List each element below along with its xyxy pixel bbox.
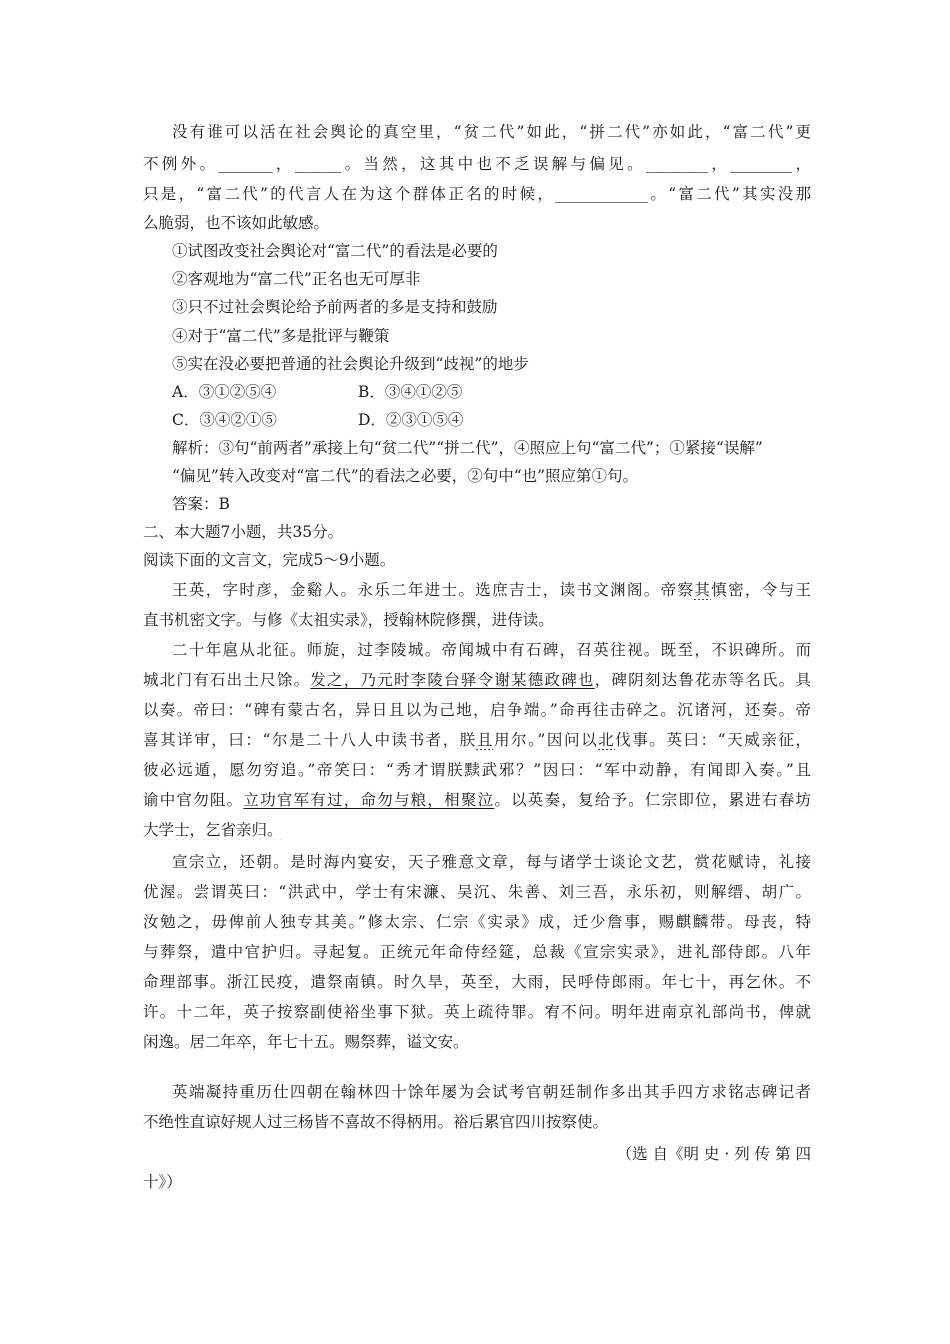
p3-line-2: 优渥。尝谓英曰：“洪武中，学士有宋濂、吴沉、朱善、刘三吾，永乐初，则解缙、胡广。 bbox=[143, 883, 811, 901]
dotted-word: 北 bbox=[598, 731, 616, 749]
text-run: 谕中官勿阻。 bbox=[143, 791, 244, 809]
p3-line-3: 汝勉之，毋俾前人独专其美。”修太宗、仁宗《实录》成，迁少詹事，赐麒麟带。母丧，特 bbox=[143, 913, 811, 931]
text-run: 王英，字时彦，金谿人。永乐二年进士。选庶吉士，读书文渊阁。帝察 bbox=[172, 581, 695, 599]
section2-heading: 二、本大题7小题，共35分。 bbox=[143, 523, 344, 541]
underlined-translation-sentence: 立功官军有过，命勿与粮，相聚泣 bbox=[243, 791, 495, 809]
text-run: 喜其详审，曰：“尔是二十八人中读书者，朕 bbox=[143, 731, 477, 749]
wavy-underlined-phrase: 直书机密文字 bbox=[143, 611, 237, 629]
p4-line-1: 英端凝持重历仕四朝在翰林四十馀年屡为会试考官朝廷制作多出其手四方求铭志碑记者 bbox=[172, 1083, 811, 1101]
q4-item-5: ⑤实在没必要把普通的社会舆论升级到“歧视”的地步 bbox=[172, 355, 529, 373]
q4-stem-line-2: 不例外。_______，______。当然，这其中也不乏误解与偏见。________，________， bbox=[143, 155, 811, 173]
p2-line-4 bbox=[143, 730, 811, 750]
q4-analysis-line-1: 解析：③句“前两者”承接上句“贫二代”“拼二代”，④照应上句“富二代”；①紧接“误解” bbox=[172, 439, 763, 457]
text-run: 城北门有石出土尺馀。 bbox=[143, 671, 311, 689]
p3-line-6: 许。十二年，英子按察副使裕坐事下狱。英上疏待罪。宥不问。明年进南京礼部尚书，俾就 bbox=[143, 1003, 811, 1021]
wavy-underlined-phrase: 不识碑所 bbox=[711, 641, 779, 659]
q4-options-row-1 bbox=[172, 382, 811, 402]
p2-line-1 bbox=[172, 640, 811, 660]
p2-line-2 bbox=[143, 670, 811, 690]
q4-item-3: ③只不过社会舆论给予前两者的多是支持和鼓励 bbox=[172, 298, 498, 316]
text-run: 伐事。英曰：“天威亲征， bbox=[615, 731, 811, 749]
q4-item-4: ④对于“富二代”多是批评与鞭策 bbox=[172, 327, 390, 345]
text-run: 。与修《太祖实录》，授翰林院修撰，进侍读。 bbox=[236, 611, 554, 629]
q4-options-row-2 bbox=[172, 410, 811, 430]
p1-line-2 bbox=[143, 610, 811, 630]
option-d: D．②③①⑤④ bbox=[358, 411, 464, 429]
text-run: 二十年扈从北征。师旋， bbox=[172, 641, 358, 659]
text-run: 。以英奏，复给予。 bbox=[494, 791, 645, 809]
q4-stem-line-4: 么脆弱，也不该如此敏感。 bbox=[143, 214, 330, 232]
option-b: B．③④①②⑤ bbox=[358, 383, 463, 401]
p4-line-2: 不绝性直谅好规人过三杨皆不喜故不得柄用。裕后累官四川按察使。 bbox=[143, 1113, 609, 1131]
q4-stem-line-3: 只是，“富二代”的代言人在为这个群体正名的时候，____________。“富二代”其实没那 bbox=[143, 185, 811, 203]
option-a: A．③①②⑤④ bbox=[172, 383, 277, 401]
q4-item-1: ①试图改变社会舆论对“富二代”的看法是必要的 bbox=[172, 242, 498, 260]
q4-answer: 答案：B bbox=[172, 495, 230, 513]
q4-stem-line-1: 没有谁可以活在社会舆论的真空里，“贫二代”如此，“拼二代”亦如此，“富二代”更 bbox=[172, 123, 811, 141]
p1-line-1 bbox=[172, 580, 811, 600]
wavy-underlined-phrase: 沉诸河，还奏。 bbox=[677, 701, 796, 719]
option-c: C．③④②①⑤ bbox=[172, 411, 277, 429]
text-run: 慎密，令与王 bbox=[711, 581, 811, 599]
source-line-2: 十》） bbox=[143, 1173, 182, 1191]
text-run: 。而 bbox=[778, 641, 811, 659]
text-run: ，碑阴刻达鲁花赤等名氏。具 bbox=[594, 671, 811, 689]
p2-line-6 bbox=[143, 790, 811, 810]
q4-item-2: ②客观地为“富二代”正名也无可厚非 bbox=[172, 270, 421, 288]
p3-line-1: 宣宗立，还朝。是时海内宴安，天子雅意文章，每与诸学士谈论文艺，赏花赋诗，礼接 bbox=[172, 853, 811, 871]
section2-instruction: 阅读下面的文言文，完成5～9小题。 bbox=[143, 551, 396, 569]
dotted-word: 且 bbox=[476, 731, 494, 749]
p3-line-7: 闲逸。居二年卒，年七十五。赐祭葬，谥文安。 bbox=[143, 1033, 469, 1051]
source-line-1: （选 自《明 史 · 列 传 第 四 bbox=[616, 1145, 811, 1163]
q4-analysis-line-2: “偏见”转入改变对“富二代”的看法之必要，②句中“也”照应第①句。 bbox=[172, 467, 639, 485]
p2-line-3 bbox=[143, 700, 811, 720]
text-run: 用尔。”因问以 bbox=[493, 731, 599, 749]
p2-line-5: 彼必远遁，愿勿穷追。”帝笑曰：“秀才谓朕黩武邪？”因曰：“军中动静，有闻即入奏。”且 bbox=[143, 761, 811, 779]
p3-line-5: 命理部事。浙江民疫，遣祭南镇。时久旱，英至，大雨，民呼侍郎雨。年七十，再乞休。不 bbox=[143, 973, 811, 991]
underlined-translation-sentence: 发之，乃元时李陵台驿令谢某德政碑也 bbox=[310, 671, 595, 689]
text-run: 以奏。帝曰：“碑有蒙古名，异日且以为己地，启争端。”命再往击碎之。 bbox=[143, 701, 678, 719]
p3-line-4: 与葬祭，遣中官护归。寻起复。正统元年命侍经筵，总裁《宣宗实录》，进礼部侍郎。八年 bbox=[143, 943, 811, 961]
wavy-underlined-phrase: 仁宗即位，累进右春坊 bbox=[644, 791, 811, 809]
wavy-underlined-phrase: 过李陵城 bbox=[357, 641, 425, 659]
text-run: 。帝闻城中有石碑，召英往视。既至， bbox=[424, 641, 712, 659]
dotted-word: 其 bbox=[694, 581, 712, 599]
p2-line-7 bbox=[143, 820, 811, 840]
text-run: 帝 bbox=[795, 701, 811, 719]
wavy-underlined-phrase: 大学士，乞省亲归。 bbox=[143, 821, 283, 839]
